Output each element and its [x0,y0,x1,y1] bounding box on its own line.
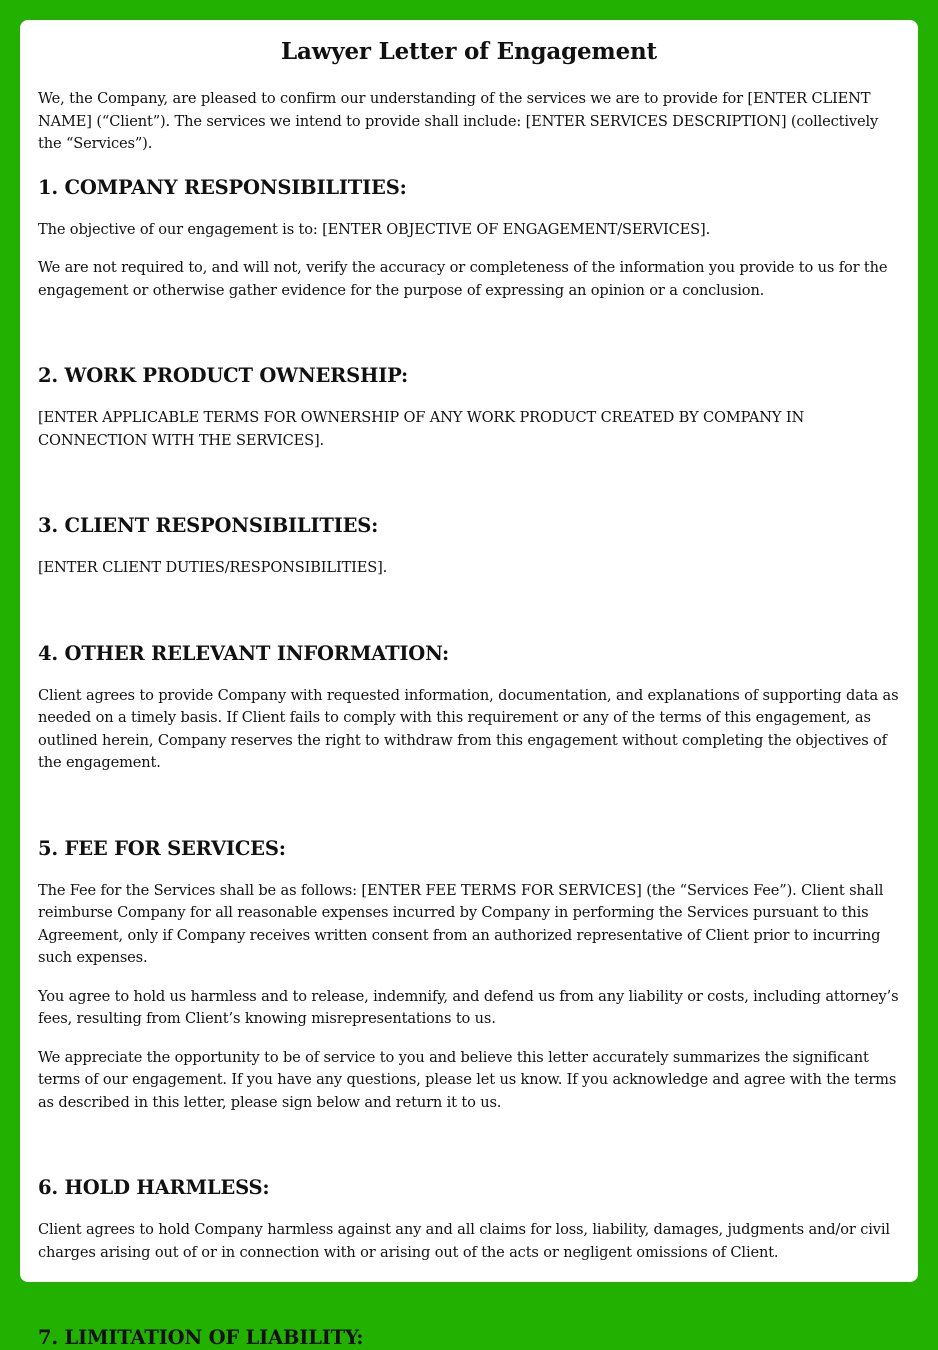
intro-paragraph: We, the Company, are pleased to confirm our understanding of the services we are to provide for [ENTER CLIENT NAME] (“Client”). The services we intend to provide shall include: [ENTER SERVICES DESCRIPTION] (collectively the “Services”). [38,90,879,152]
section-limitation-of-liability [38,1326,900,1350]
section-paragraph: Client agrees to provide Company with requested information, documentation, and explanations of supporting data as needed on a timely basis. If Client fails to comply with this requirement or any of the terms of this engagement, as outlined herein, Company reserves the right to withdraw from this engagement without completing the objectives of the engagement. [38,686,899,771]
section-heading: 1. COMPANY RESPONSIBILITIES: [38,175,407,199]
section-work-product-ownership [38,364,900,452]
section-paragraph: The objective of our engagement is to: [ENTER OBJECTIVE OF ENGAGEMENT/SERVICES]. [38,220,711,238]
document-title: Lawyer Letter of Engagement [281,38,657,65]
section-hold-harmless [38,1176,900,1264]
section-client-responsibilities [38,514,900,580]
section-heading: 4. OTHER RELEVANT INFORMATION: [38,641,450,665]
section-paragraph: You agree to hold us harmless and to release, indemnify, and defend us from any liability or costs, including attorney’s fees, resulting from Client’s knowing misrepresentations to us. [38,987,899,1027]
section-paragraph: [ENTER APPLICABLE TERMS FOR OWNERSHIP OF ANY WORK PRODUCT CREATED BY COMPANY IN CONNECTION WITH THE SERVICES]. [38,409,805,449]
section-heading: 6. HOLD HARMLESS: [38,1176,270,1199]
section-paragraph: We are not required to, and will not, verify the accuracy or completeness of the information you provide to us for the engagement or otherwise gather evidence for the purpose of expressing an opinion or a conclusion. [38,259,888,299]
section-company-responsibilities [38,176,900,303]
section-heading: 2. WORK PRODUCT OWNERSHIP: [38,364,408,387]
section-fee-for-services [38,837,900,1115]
document-page [20,20,918,1349]
section-paragraph: We appreciate the opportunity to be of service to you and believe this letter accurately summarizes the significant terms of our engagement. If you have any questions, please let us know. If you acknowledge and agree with the terms as described in this letter, please sign below and return it to us. [38,1048,897,1111]
section-heading: 5. FEE FOR SERVICES: [38,836,286,860]
section-heading: 3. CLIENT RESPONSIBILITIES: [38,514,379,537]
section-heading: 7. LIMITATION OF LIABILITY: [38,1326,364,1349]
section-other-relevant-information [38,642,900,775]
section-paragraph: The Fee for the Services shall be as follows: [ENTER FEE TERMS FOR SERVICES] (the “Services Fee”). Client shall reimburse Company for all reasonable expenses incurred by Company in performing the Services pursuant to this Agreement, only if Company receives written consent from an authorized representative of Client prior to incurring such expenses. [38,881,884,966]
section-paragraph: [ENTER CLIENT DUTIES/RESPONSIBILITIES]. [38,559,388,576]
section-paragraph: Client agrees to hold Company harmless against any and all claims for loss, liability, damages, judgments and/or civil charges arising out of or in connection with or arising out of the acts or negligent omissions of Client. [38,1221,890,1261]
